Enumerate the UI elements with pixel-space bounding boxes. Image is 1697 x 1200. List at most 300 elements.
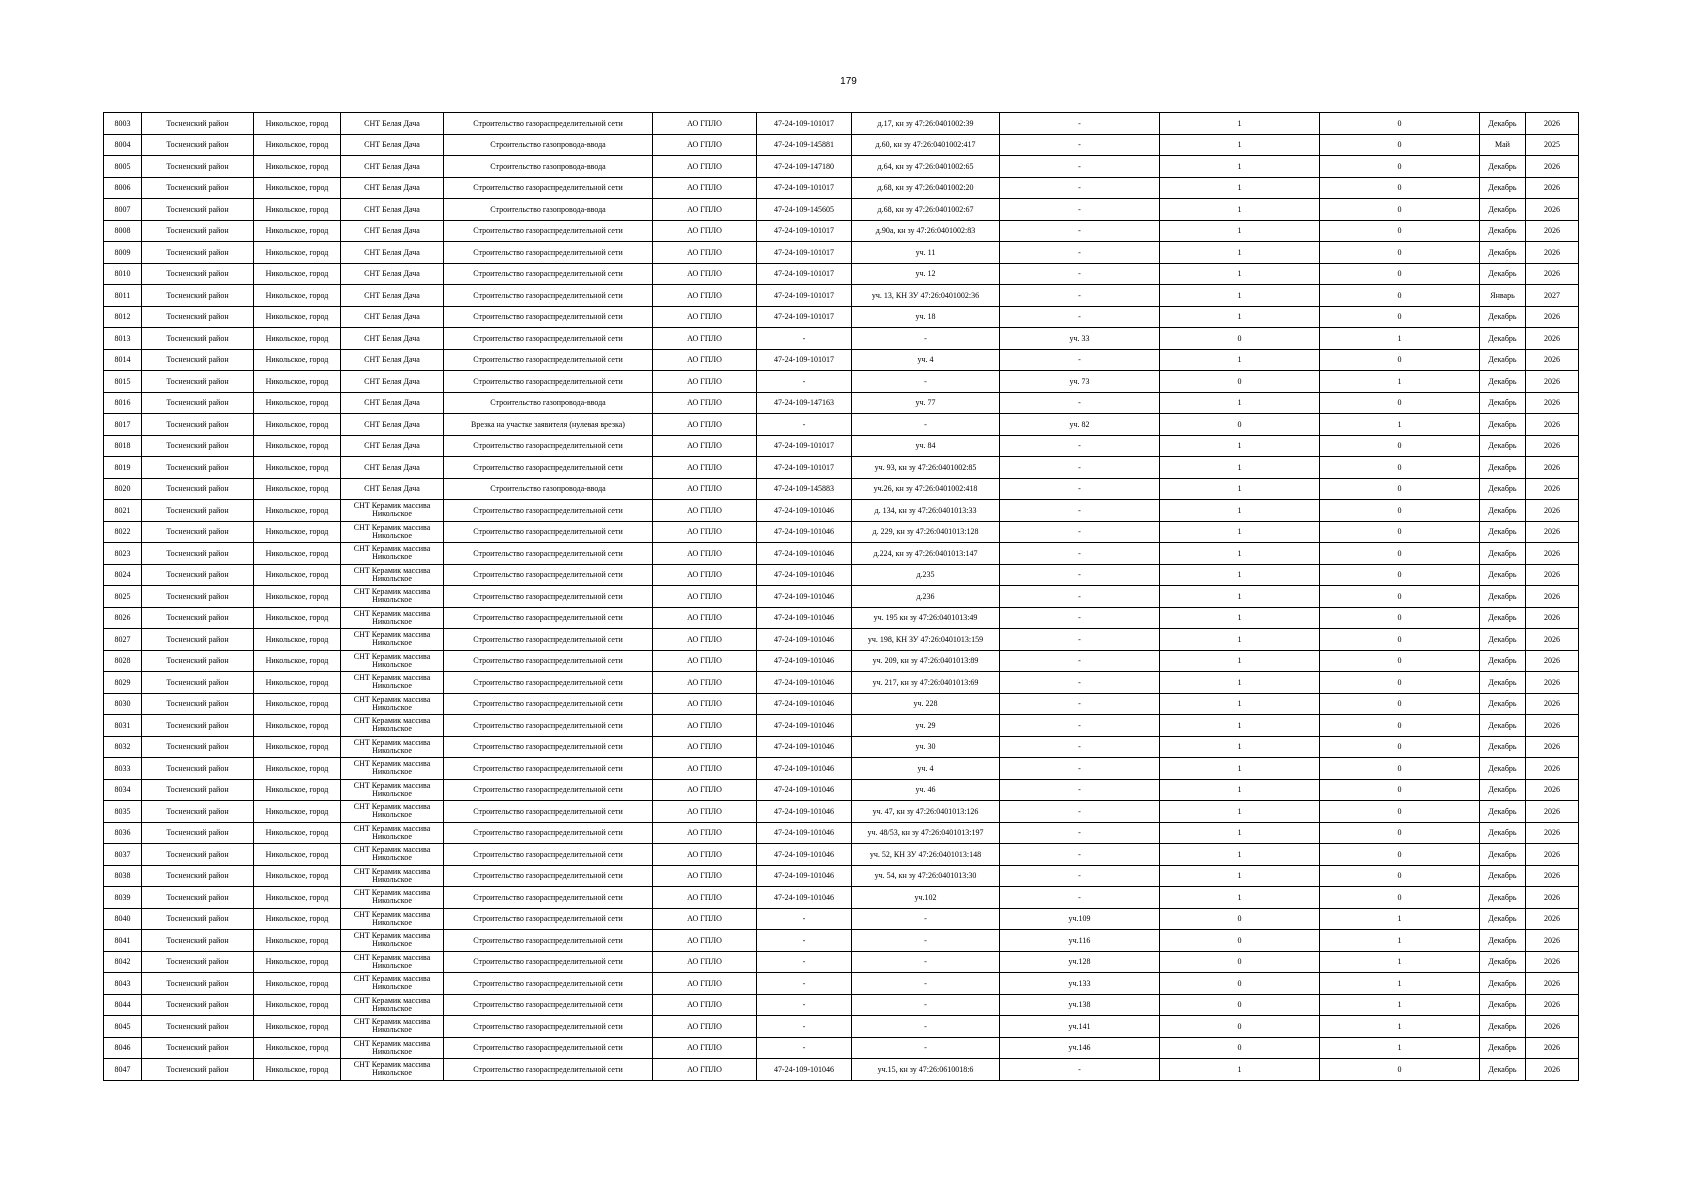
count-a-cell: 0 [1160, 371, 1320, 393]
organization-cell: АО ГПЛО [653, 349, 757, 371]
snt-cell: СНТ Керамик массива Никольское [341, 521, 444, 543]
year-cell: 2026 [1526, 672, 1579, 694]
count-a-cell: 1 [1160, 134, 1320, 156]
count-a-cell: 1 [1160, 543, 1320, 565]
row-number-cell: 8016 [104, 392, 142, 414]
district-cell: Тосненский район [142, 349, 254, 371]
count-b-cell: 0 [1320, 715, 1480, 737]
month-cell: Декабрь [1480, 478, 1526, 500]
month-cell: Декабрь [1480, 328, 1526, 350]
object-code-cell: 47-24-109-101017 [757, 113, 852, 135]
plot-cell: уч.116 [1000, 930, 1160, 952]
table-row [104, 478, 1579, 500]
work-type-cell: Строительство газораспределительной сети [444, 564, 653, 586]
count-b-cell: 0 [1320, 801, 1480, 823]
month-cell: Декабрь [1480, 801, 1526, 823]
count-b-cell: 0 [1320, 693, 1480, 715]
settlement-cell: Никольское, город [254, 242, 341, 264]
month-cell: Декабрь [1480, 392, 1526, 414]
year-cell: 2026 [1526, 930, 1579, 952]
snt-cell: СНТ Керамик массива Никольское [341, 1016, 444, 1038]
work-type-cell: Строительство газораспределительной сети [444, 607, 653, 629]
work-type-cell: Строительство газораспределительной сети [444, 220, 653, 242]
object-code-cell: - [757, 994, 852, 1016]
month-cell: Декабрь [1480, 220, 1526, 242]
table-row [104, 435, 1579, 457]
organization-cell: АО ГПЛО [653, 994, 757, 1016]
district-cell: Тосненский район [142, 242, 254, 264]
count-b-cell: 0 [1320, 478, 1480, 500]
work-type-cell: Строительство газораспределительной сети [444, 1037, 653, 1059]
organization-cell: АО ГПЛО [653, 736, 757, 758]
work-type-cell: Строительство газораспределительной сети [444, 994, 653, 1016]
address-cell: уч. 93, кн зу 47:26:0401002:85 [852, 457, 1000, 479]
object-code-cell: 47-24-109-101046 [757, 844, 852, 866]
table-row [104, 801, 1579, 823]
count-b-cell: 0 [1320, 435, 1480, 457]
month-cell: Декабрь [1480, 672, 1526, 694]
settlement-cell: Никольское, город [254, 478, 341, 500]
row-number-cell: 8007 [104, 199, 142, 221]
settlement-cell: Никольское, город [254, 263, 341, 285]
plot-cell: - [1000, 543, 1160, 565]
month-cell: Декабрь [1480, 521, 1526, 543]
month-cell: Декабрь [1480, 156, 1526, 178]
count-a-cell: 1 [1160, 435, 1320, 457]
work-type-cell: Строительство газопровода-ввода [444, 478, 653, 500]
address-cell: уч.26, кн зу 47:26:0401002:418 [852, 478, 1000, 500]
plot-cell: - [1000, 349, 1160, 371]
snt-cell: СНТ Керамик массива Никольское [341, 586, 444, 608]
count-a-cell: 1 [1160, 801, 1320, 823]
plot-cell: - [1000, 758, 1160, 780]
table-row [104, 521, 1579, 543]
table-row [104, 1059, 1579, 1081]
district-cell: Тосненский район [142, 263, 254, 285]
work-type-cell: Строительство газораспределительной сети [444, 242, 653, 264]
month-cell: Январь [1480, 285, 1526, 307]
organization-cell: АО ГПЛО [653, 1037, 757, 1059]
address-cell: - [852, 371, 1000, 393]
address-cell: д. 229, кн зу 47:26:0401013:128 [852, 521, 1000, 543]
registry-table [103, 112, 1579, 1081]
page-number: 179 [840, 76, 857, 87]
work-type-cell: Строительство газораспределительной сети [444, 779, 653, 801]
district-cell: Тосненский район [142, 865, 254, 887]
month-cell: Декабрь [1480, 908, 1526, 930]
year-cell: 2026 [1526, 328, 1579, 350]
count-b-cell: 0 [1320, 134, 1480, 156]
snt-cell: СНТ Белая Дача [341, 285, 444, 307]
month-cell: Декабрь [1480, 736, 1526, 758]
work-type-cell: Строительство газораспределительной сети [444, 1059, 653, 1081]
snt-cell: СНТ Белая Дача [341, 177, 444, 199]
work-type-cell: Строительство газопровода-ввода [444, 199, 653, 221]
district-cell: Тосненский район [142, 779, 254, 801]
object-code-cell: - [757, 908, 852, 930]
row-number-cell: 8010 [104, 263, 142, 285]
object-code-cell: 47-24-109-101017 [757, 285, 852, 307]
plot-cell: - [1000, 564, 1160, 586]
settlement-cell: Никольское, город [254, 629, 341, 651]
work-type-cell: Строительство газораспределительной сети [444, 951, 653, 973]
count-a-cell: 0 [1160, 1037, 1320, 1059]
count-b-cell: 0 [1320, 349, 1480, 371]
month-cell: Декабрь [1480, 349, 1526, 371]
year-cell: 2026 [1526, 457, 1579, 479]
work-type-cell: Строительство газораспределительной сети [444, 543, 653, 565]
work-type-cell: Строительство газораспределительной сети [444, 457, 653, 479]
row-number-cell: 8037 [104, 844, 142, 866]
year-cell: 2026 [1526, 887, 1579, 909]
row-number-cell: 8018 [104, 435, 142, 457]
snt-cell: СНТ Керамик массива Никольское [341, 1037, 444, 1059]
snt-cell: СНТ Керамик массива Никольское [341, 822, 444, 844]
work-type-cell: Строительство газораспределительной сети [444, 865, 653, 887]
count-b-cell: 1 [1320, 1037, 1480, 1059]
district-cell: Тосненский район [142, 306, 254, 328]
table-row [104, 908, 1579, 930]
month-cell: Декабрь [1480, 951, 1526, 973]
table-row [104, 973, 1579, 995]
object-code-cell: 47-24-109-101046 [757, 779, 852, 801]
organization-cell: АО ГПЛО [653, 564, 757, 586]
month-cell: Декабрь [1480, 629, 1526, 651]
address-cell: уч. 54, кн зу 47:26:0401013:30 [852, 865, 1000, 887]
month-cell: Декабрь [1480, 822, 1526, 844]
address-cell: д.224, кн зу 47:26:0401013:147 [852, 543, 1000, 565]
year-cell: 2026 [1526, 607, 1579, 629]
organization-cell: АО ГПЛО [653, 758, 757, 780]
month-cell: Декабрь [1480, 457, 1526, 479]
snt-cell: СНТ Керамик массива Никольское [341, 844, 444, 866]
organization-cell: АО ГПЛО [653, 973, 757, 995]
plot-cell: - [1000, 521, 1160, 543]
plot-cell: - [1000, 263, 1160, 285]
table-row [104, 779, 1579, 801]
table-row [104, 1016, 1579, 1038]
month-cell: Декабрь [1480, 543, 1526, 565]
object-code-cell: 47-24-109-101046 [757, 736, 852, 758]
snt-cell: СНТ Белая Дача [341, 306, 444, 328]
count-a-cell: 1 [1160, 500, 1320, 522]
district-cell: Тосненский район [142, 801, 254, 823]
object-code-cell: - [757, 1016, 852, 1038]
district-cell: Тосненский район [142, 650, 254, 672]
settlement-cell: Никольское, город [254, 758, 341, 780]
settlement-cell: Никольское, город [254, 1037, 341, 1059]
address-cell: уч. 48/53, кн зу 47:26:0401013:197 [852, 822, 1000, 844]
object-code-cell: 47-24-109-101046 [757, 693, 852, 715]
snt-cell: СНТ Керамик массива Никольское [341, 672, 444, 694]
object-code-cell: 47-24-109-101046 [757, 865, 852, 887]
settlement-cell: Никольское, город [254, 887, 341, 909]
work-type-cell: Строительство газораспределительной сети [444, 672, 653, 694]
year-cell: 2026 [1526, 521, 1579, 543]
organization-cell: АО ГПЛО [653, 822, 757, 844]
count-a-cell: 1 [1160, 521, 1320, 543]
table-row [104, 865, 1579, 887]
snt-cell: СНТ Керамик массива Никольское [341, 629, 444, 651]
object-code-cell: 47-24-109-101046 [757, 801, 852, 823]
organization-cell: АО ГПЛО [653, 844, 757, 866]
organization-cell: АО ГПЛО [653, 199, 757, 221]
count-b-cell: 0 [1320, 543, 1480, 565]
district-cell: Тосненский район [142, 478, 254, 500]
organization-cell: АО ГПЛО [653, 478, 757, 500]
work-type-cell: Строительство газораспределительной сети [444, 629, 653, 651]
address-cell: - [852, 930, 1000, 952]
month-cell: Декабрь [1480, 844, 1526, 866]
organization-cell: АО ГПЛО [653, 242, 757, 264]
count-a-cell: 1 [1160, 887, 1320, 909]
work-type-cell: Строительство газораспределительной сети [444, 801, 653, 823]
row-number-cell: 8028 [104, 650, 142, 672]
district-cell: Тосненский район [142, 328, 254, 350]
snt-cell: СНТ Белая Дача [341, 134, 444, 156]
count-a-cell: 1 [1160, 693, 1320, 715]
snt-cell: СНТ Керамик массива Никольское [341, 564, 444, 586]
object-code-cell: - [757, 328, 852, 350]
plot-cell: - [1000, 607, 1160, 629]
address-cell: - [852, 994, 1000, 1016]
count-b-cell: 0 [1320, 758, 1480, 780]
count-b-cell: 1 [1320, 994, 1480, 1016]
month-cell: Декабрь [1480, 500, 1526, 522]
year-cell: 2026 [1526, 478, 1579, 500]
plot-cell: уч.128 [1000, 951, 1160, 973]
object-code-cell: - [757, 973, 852, 995]
plot-cell: - [1000, 801, 1160, 823]
district-cell: Тосненский район [142, 844, 254, 866]
address-cell: - [852, 414, 1000, 436]
work-type-cell: Строительство газораспределительной сети [444, 736, 653, 758]
district-cell: Тосненский район [142, 930, 254, 952]
plot-cell: - [1000, 586, 1160, 608]
object-code-cell: - [757, 951, 852, 973]
table-row [104, 629, 1579, 651]
work-type-cell: Строительство газораспределительной сети [444, 177, 653, 199]
organization-cell: АО ГПЛО [653, 1059, 757, 1081]
object-code-cell: 47-24-109-101017 [757, 435, 852, 457]
count-a-cell: 1 [1160, 715, 1320, 737]
address-cell: - [852, 1037, 1000, 1059]
year-cell: 2026 [1526, 263, 1579, 285]
settlement-cell: Никольское, город [254, 1059, 341, 1081]
settlement-cell: Никольское, город [254, 177, 341, 199]
year-cell: 2026 [1526, 994, 1579, 1016]
snt-cell: СНТ Керамик массива Никольское [341, 930, 444, 952]
month-cell: Декабрь [1480, 306, 1526, 328]
object-code-cell: 47-24-109-101046 [757, 564, 852, 586]
object-code-cell: 47-24-109-101017 [757, 242, 852, 264]
settlement-cell: Никольское, город [254, 822, 341, 844]
month-cell: Декабрь [1480, 242, 1526, 264]
organization-cell: АО ГПЛО [653, 500, 757, 522]
address-cell: уч. 217, кн зу 47:26:0401013:69 [852, 672, 1000, 694]
month-cell: Декабрь [1480, 973, 1526, 995]
settlement-cell: Никольское, город [254, 930, 341, 952]
month-cell: Декабрь [1480, 865, 1526, 887]
work-type-cell: Строительство газораспределительной сети [444, 328, 653, 350]
year-cell: 2026 [1526, 908, 1579, 930]
count-a-cell: 1 [1160, 457, 1320, 479]
district-cell: Тосненский район [142, 521, 254, 543]
table-row [104, 930, 1579, 952]
year-cell: 2026 [1526, 371, 1579, 393]
work-type-cell: Строительство газораспределительной сети [444, 822, 653, 844]
year-cell: 2026 [1526, 715, 1579, 737]
settlement-cell: Никольское, город [254, 865, 341, 887]
count-b-cell: 0 [1320, 887, 1480, 909]
row-number-cell: 8029 [104, 672, 142, 694]
registry-body [104, 113, 1579, 1081]
plot-cell: - [1000, 865, 1160, 887]
organization-cell: АО ГПЛО [653, 306, 757, 328]
table-row [104, 758, 1579, 780]
snt-cell: СНТ Белая Дача [341, 242, 444, 264]
snt-cell: СНТ Белая Дача [341, 328, 444, 350]
count-b-cell: 0 [1320, 844, 1480, 866]
settlement-cell: Никольское, город [254, 1016, 341, 1038]
object-code-cell: 47-24-109-145883 [757, 478, 852, 500]
snt-cell: СНТ Белая Дача [341, 457, 444, 479]
table-row [104, 736, 1579, 758]
organization-cell: АО ГПЛО [653, 371, 757, 393]
organization-cell: АО ГПЛО [653, 908, 757, 930]
year-cell: 2026 [1526, 392, 1579, 414]
row-number-cell: 8042 [104, 951, 142, 973]
count-a-cell: 1 [1160, 586, 1320, 608]
row-number-cell: 8043 [104, 973, 142, 995]
work-type-cell: Строительство газораспределительной сети [444, 693, 653, 715]
address-cell: д.236 [852, 586, 1000, 608]
row-number-cell: 8008 [104, 220, 142, 242]
address-cell: уч. 4 [852, 758, 1000, 780]
settlement-cell: Никольское, город [254, 328, 341, 350]
year-cell: 2026 [1526, 586, 1579, 608]
count-b-cell: 0 [1320, 285, 1480, 307]
settlement-cell: Никольское, город [254, 908, 341, 930]
settlement-cell: Никольское, город [254, 199, 341, 221]
row-number-cell: 8045 [104, 1016, 142, 1038]
address-cell: уч. 11 [852, 242, 1000, 264]
plot-cell: - [1000, 650, 1160, 672]
table-row [104, 328, 1579, 350]
plot-cell: - [1000, 457, 1160, 479]
work-type-cell: Строительство газораспределительной сети [444, 435, 653, 457]
row-number-cell: 8014 [104, 349, 142, 371]
snt-cell: СНТ Керамик массива Никольское [341, 758, 444, 780]
district-cell: Тосненский район [142, 113, 254, 135]
month-cell: Декабрь [1480, 435, 1526, 457]
address-cell: д.60, кн зу 47:26:0401002:417 [852, 134, 1000, 156]
snt-cell: СНТ Белая Дача [341, 478, 444, 500]
district-cell: Тосненский район [142, 607, 254, 629]
count-b-cell: 0 [1320, 629, 1480, 651]
plot-cell: уч.141 [1000, 1016, 1160, 1038]
work-type-cell: Строительство газораспределительной сети [444, 521, 653, 543]
year-cell: 2026 [1526, 1037, 1579, 1059]
address-cell: уч. 52, КН ЗУ 47:26:0401013:148 [852, 844, 1000, 866]
district-cell: Тосненский район [142, 908, 254, 930]
organization-cell: АО ГПЛО [653, 457, 757, 479]
work-type-cell: Строительство газораспределительной сети [444, 758, 653, 780]
table-row [104, 285, 1579, 307]
settlement-cell: Никольское, город [254, 457, 341, 479]
settlement-cell: Никольское, город [254, 113, 341, 135]
month-cell: Декабрь [1480, 371, 1526, 393]
organization-cell: АО ГПЛО [653, 285, 757, 307]
year-cell: 2026 [1526, 349, 1579, 371]
district-cell: Тосненский район [142, 887, 254, 909]
snt-cell: СНТ Керамик массива Никольское [341, 951, 444, 973]
object-code-cell: 47-24-109-101017 [757, 220, 852, 242]
count-b-cell: 0 [1320, 822, 1480, 844]
year-cell: 2026 [1526, 1016, 1579, 1038]
year-cell: 2026 [1526, 564, 1579, 586]
count-a-cell: 1 [1160, 199, 1320, 221]
count-b-cell: 0 [1320, 672, 1480, 694]
district-cell: Тосненский район [142, 134, 254, 156]
year-cell: 2026 [1526, 543, 1579, 565]
district-cell: Тосненский район [142, 156, 254, 178]
year-cell: 2026 [1526, 973, 1579, 995]
object-code-cell: 47-24-109-101017 [757, 263, 852, 285]
snt-cell: СНТ Керамик массива Никольское [341, 736, 444, 758]
month-cell: Декабрь [1480, 199, 1526, 221]
settlement-cell: Никольское, город [254, 844, 341, 866]
row-number-cell: 8040 [104, 908, 142, 930]
settlement-cell: Никольское, город [254, 306, 341, 328]
settlement-cell: Никольское, город [254, 414, 341, 436]
organization-cell: АО ГПЛО [653, 543, 757, 565]
plot-cell: - [1000, 500, 1160, 522]
object-code-cell: - [757, 371, 852, 393]
row-number-cell: 8035 [104, 801, 142, 823]
row-number-cell: 8009 [104, 242, 142, 264]
district-cell: Тосненский район [142, 693, 254, 715]
work-type-cell: Строительство газораспределительной сети [444, 263, 653, 285]
organization-cell: АО ГПЛО [653, 134, 757, 156]
count-a-cell: 1 [1160, 607, 1320, 629]
count-a-cell: 1 [1160, 349, 1320, 371]
object-code-cell: 47-24-109-145881 [757, 134, 852, 156]
organization-cell: АО ГПЛО [653, 156, 757, 178]
row-number-cell: 8030 [104, 693, 142, 715]
row-number-cell: 8019 [104, 457, 142, 479]
year-cell: 2026 [1526, 435, 1579, 457]
district-cell: Тосненский район [142, 500, 254, 522]
row-number-cell: 8036 [104, 822, 142, 844]
table-row [104, 500, 1579, 522]
count-a-cell: 0 [1160, 908, 1320, 930]
month-cell: Декабрь [1480, 887, 1526, 909]
year-cell: 2026 [1526, 177, 1579, 199]
settlement-cell: Никольское, город [254, 564, 341, 586]
table-row [104, 994, 1579, 1016]
month-cell: Декабрь [1480, 1037, 1526, 1059]
object-code-cell: 47-24-109-101046 [757, 1059, 852, 1081]
row-number-cell: 8033 [104, 758, 142, 780]
row-number-cell: 8031 [104, 715, 142, 737]
count-a-cell: 0 [1160, 328, 1320, 350]
district-cell: Тосненский район [142, 736, 254, 758]
count-b-cell: 0 [1320, 607, 1480, 629]
count-b-cell: 1 [1320, 371, 1480, 393]
organization-cell: АО ГПЛО [653, 414, 757, 436]
object-code-cell: 47-24-109-101046 [757, 629, 852, 651]
